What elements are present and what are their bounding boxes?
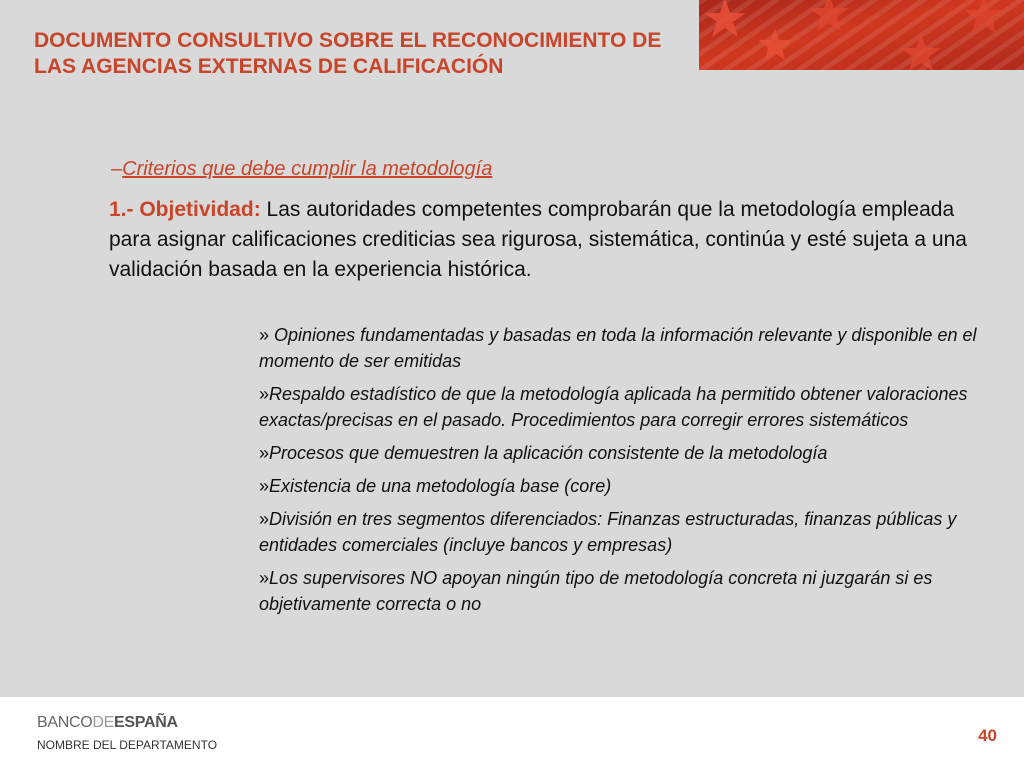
logo-text-de: DE	[92, 714, 115, 731]
list-item-text: Existencia de una metodología base (core)	[269, 476, 612, 496]
bullet-marker: »	[259, 476, 270, 496]
logo-text-espana: ESPAÑA	[114, 714, 178, 731]
subheading-link[interactable]: Criterios que debe cumplir la metodología	[122, 158, 493, 180]
bank-logo	[37, 714, 178, 732]
bullet-list	[259, 322, 989, 624]
subheading	[111, 158, 492, 181]
paragraph-text: Las autoridades competentes comprobarán que la metodología empleada para asignar calificaciones crediticias sea rigurosa, sistemática, continúa y esté sujeta a una validación basada en la experiencia histórica.	[109, 198, 967, 281]
list-item-text: Procesos que demuestren la aplicación consistente de la metodología	[269, 443, 828, 463]
list-item	[259, 506, 989, 558]
bullet-marker: »	[259, 568, 270, 588]
list-item	[259, 322, 989, 374]
department-name: NOMBRE DEL DEPARTAMENTO	[37, 738, 218, 752]
list-item	[259, 565, 989, 617]
list-item-text: Opiniones fundamentadas y basadas en toda la información relevante y disponible en el momento de ser emitidas	[259, 325, 977, 371]
list-item-text: División en tres segmentos diferenciados: Finanzas estructuradas, finanzas públicas y entidades comerciales (incluye bancos y empresas)	[259, 509, 957, 555]
paragraph-lead: 1.- Objetividad:	[109, 198, 261, 221]
bullet-marker: »	[259, 443, 270, 463]
list-item	[259, 440, 989, 466]
logo-text-banco: BANCO	[37, 714, 93, 731]
objectivity-paragraph	[109, 195, 989, 285]
list-item-text: Los supervisores NO apoyan ningún tipo de metodología concreta ni juzgarán si es objetivamente correcta o no	[259, 568, 933, 614]
slide-title: DOCUMENTO CONSULTIVO SOBRE EL RECONOCIMIENTO DE LAS AGENCIAS EXTERNAS DE CALIFICACIÓN	[34, 29, 662, 78]
page-number: 40	[978, 726, 997, 745]
bullet-marker: »	[259, 509, 270, 529]
bullet-marker: »	[259, 325, 270, 345]
eu-flag-banner-icon	[699, 0, 1024, 70]
bullet-marker: »	[259, 384, 270, 404]
list-item	[259, 381, 989, 433]
list-item	[259, 473, 989, 499]
list-item-text: Respaldo estadístico de que la metodología aplicada ha permitido obtener valoraciones exactas/precisas en el pasado. Procedimientos para corregir errores sistemáticos	[259, 384, 968, 430]
footer	[0, 697, 1024, 768]
subheading-dash: –	[111, 158, 123, 180]
